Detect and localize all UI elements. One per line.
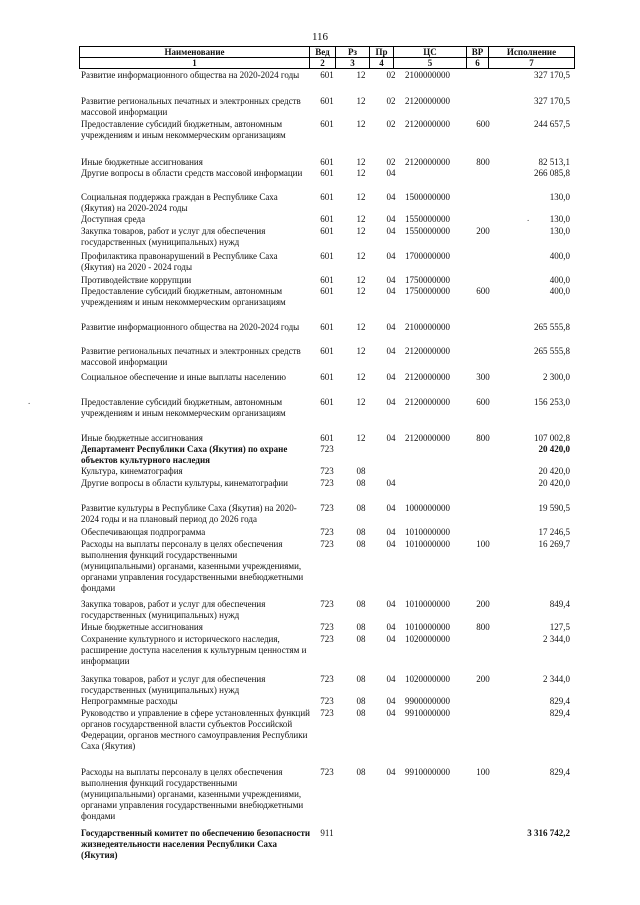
row-pr: 04 [386, 478, 396, 488]
row-pr: 04 [386, 214, 396, 224]
row-name: Иные бюджетные ассигнования [81, 157, 203, 167]
row-amount: 82 513,1 [538, 157, 570, 167]
row-amount: 266 085,8 [534, 168, 570, 178]
row-cs: 2120000000 [405, 157, 450, 167]
row-ved: 723 [320, 622, 334, 632]
row-amount: 130,0 [549, 214, 570, 224]
row-amount: 20 420,0 [538, 478, 570, 488]
row-amount: 265 555,8 [534, 322, 570, 332]
row-pr: 04 [386, 275, 396, 285]
row-amount: 849,4 [549, 599, 570, 609]
row-cs: 1000000000 [405, 503, 450, 513]
row-name: Государственный комитет по обеспечению безопасности жизнедеятельности населения Республики Саха (Якутия) [81, 828, 311, 860]
row-ved: 723 [320, 767, 334, 777]
row-ved: 601 [320, 119, 334, 129]
row-amount: 829,4 [549, 696, 570, 706]
row-name: Иные бюджетные ассигнования [81, 622, 203, 632]
row-ved: 723 [320, 696, 334, 706]
row-cs: 2120000000 [405, 119, 450, 129]
row-rz: 12 [356, 214, 366, 224]
row-rz: 12 [356, 226, 366, 236]
row-vr: 600 [476, 119, 490, 129]
row-ved: 723 [320, 674, 334, 684]
row-ved: 601 [320, 226, 334, 236]
row-cs: 1550000000 [405, 214, 450, 224]
row-ved: 601 [320, 96, 334, 106]
row-rz: 12 [356, 96, 366, 106]
row-amount: 16 269,7 [538, 539, 570, 549]
header-num-6: 6 [467, 58, 489, 69]
row-pr: 04 [386, 251, 396, 261]
row-name: Расходы на выплаты персоналу в целях обеспечения выполнения функций государственными (муниципальными) органами, казенными учреждениями, органами управления государственными внебюджетными фондами [81, 539, 304, 593]
row-ved: 723 [320, 708, 334, 718]
header-amount: Исполнение [489, 47, 575, 58]
row-cs: 9900000000 [405, 696, 450, 706]
row-amount: 400,0 [549, 286, 570, 296]
row-amount: 244 657,5 [534, 119, 570, 129]
row-name: Обеспечивающая подпрограмма [81, 527, 206, 537]
row-amount: 3 316 742,2 [527, 828, 570, 838]
row-cs: 2100000000 [405, 322, 450, 332]
row-rz: 12 [356, 322, 366, 332]
row-cs: 1010000000 [405, 527, 450, 537]
row-name: Предоставление субсидий бюджетным, автономным учреждениям и иным некоммерческим организациям [81, 286, 286, 307]
row-rz: 08 [356, 539, 366, 549]
row-amount: 2 344,0 [543, 674, 570, 684]
row-amount: 130,0 [549, 192, 570, 202]
row-cs: 9910000000 [405, 708, 450, 718]
row-cs: 1500000000 [405, 192, 450, 202]
row-name: Профилактика правонарушений в Республике Саха (Якутия) на 2020 - 2024 годы [81, 251, 278, 272]
row-name: Доступная среда [81, 214, 146, 224]
row-name: Расходы на выплаты персоналу в целях обеспечения выполнения функций государственными (муниципальными) органами, казенными учреждениями, органами управления государственными внебюджетными фондами [81, 767, 304, 821]
header-num-5: 5 [394, 58, 467, 69]
header-name: Наименование [80, 47, 310, 58]
row-rz: 08 [356, 634, 366, 644]
page-number: 116 [311, 31, 329, 43]
row-amount: 19 590,5 [538, 503, 570, 513]
row-name: Развитие региональных печатных и электронных средств массовой информации [81, 96, 301, 117]
header-rz: Рз [336, 47, 370, 58]
row-name: Другие вопросы в области средств массовой информации [81, 168, 303, 178]
row-vr: 800 [476, 157, 490, 167]
row-cs: 2120000000 [405, 96, 450, 106]
row-name: Предоставление субсидий бюджетным, автономным учреждениям и иным некоммерческим организациям [81, 119, 286, 140]
row-name: Противодействие коррупции [81, 275, 192, 285]
row-pr: 04 [386, 708, 396, 718]
scan-dot: . [28, 396, 31, 406]
row-amount: 829,4 [549, 767, 570, 777]
table-header [79, 46, 575, 69]
row-name: Социальное обеспечение и иные выплаты населению [81, 372, 286, 382]
row-name: Другие вопросы в области культуры, кинематографии [81, 478, 288, 488]
row-cs: 2120000000 [405, 346, 450, 356]
row-name: Руководство и управление в сфере установленных функций органов государственной власти субъектов Российской Федерации, органов местного самоуправления Республики Саха (Якутия) [81, 708, 310, 751]
row-pr: 04 [386, 226, 396, 236]
row-ved: 723 [320, 503, 334, 513]
row-ved: 723 [320, 466, 334, 476]
header-cs: ЦС [394, 47, 467, 58]
row-amount: 265 555,8 [534, 346, 570, 356]
row-cs: 9910000000 [405, 767, 450, 777]
row-rz: 12 [356, 192, 366, 202]
row-rz: 08 [356, 674, 366, 684]
row-vr: 200 [476, 674, 490, 684]
row-rz: 08 [356, 696, 366, 706]
row-pr: 04 [386, 433, 396, 443]
row-pr: 04 [386, 168, 396, 178]
row-amount: 327 170,5 [534, 70, 570, 80]
row-pr: 04 [386, 696, 396, 706]
scan-dot: . [527, 213, 530, 223]
row-amount: 17 246,5 [538, 527, 570, 537]
row-pr: 04 [386, 322, 396, 332]
row-pr: 02 [386, 96, 396, 106]
row-vr: 300 [476, 372, 490, 382]
row-pr: 04 [386, 503, 396, 513]
header-vr: ВР [467, 47, 489, 58]
row-name: Культура, кинематография [81, 466, 183, 476]
row-rz: 08 [356, 503, 366, 513]
header-num-2: 2 [310, 58, 336, 69]
row-name: Социальная поддержка граждан в Республике Саха (Якутия) на 2020-2024 годы [81, 192, 278, 213]
header-num-4: 4 [370, 58, 394, 69]
row-cs: 2120000000 [405, 433, 450, 443]
row-amount: 829,4 [549, 708, 570, 718]
row-ved: 601 [320, 346, 334, 356]
row-name: Развитие информационного общества на 2020-2024 годы [81, 70, 300, 80]
row-cs: 1750000000 [405, 286, 450, 296]
row-rz: 12 [356, 286, 366, 296]
row-pr: 04 [386, 539, 396, 549]
row-rz: 08 [356, 478, 366, 488]
row-pr: 04 [386, 192, 396, 202]
row-rz: 12 [356, 70, 366, 80]
row-amount: 400,0 [549, 275, 570, 285]
row-amount: 20 420,0 [538, 466, 570, 476]
row-vr: 100 [476, 767, 490, 777]
row-ved: 723 [320, 539, 334, 549]
row-cs: 1010000000 [405, 599, 450, 609]
row-pr: 04 [386, 634, 396, 644]
row-name: Предоставление субсидий бюджетным, автономным учреждениям и иным некоммерческим организациям [81, 397, 286, 418]
row-ved: 723 [320, 634, 334, 644]
row-name: Развитие культуры в Республике Саха (Якутия) на 2020-2024 годы и на плановый период до 2026 года [81, 503, 297, 524]
row-vr: 200 [476, 599, 490, 609]
row-pr: 04 [386, 346, 396, 356]
row-amount: 107 002,8 [534, 433, 570, 443]
row-cs: 2120000000 [405, 397, 450, 407]
header-num-3: 3 [336, 58, 370, 69]
row-ved: 723 [320, 599, 334, 609]
row-name: Департамент Республики Саха (Якутия) по охране объектов культурного наследия [81, 444, 288, 465]
row-pr: 04 [386, 397, 396, 407]
header-num-1: 1 [80, 58, 310, 69]
row-ved: 601 [320, 192, 334, 202]
row-vr: 100 [476, 539, 490, 549]
row-name: Закупка товаров, работ и услуг для обеспечения государственных (муниципальных) нужд [81, 674, 266, 695]
row-cs: 2100000000 [405, 70, 450, 80]
row-ved: 601 [320, 275, 334, 285]
row-name: Развитие региональных печатных и электронных средств массовой информации [81, 346, 301, 367]
row-cs: 1010000000 [405, 622, 450, 632]
row-amount: 327 170,5 [534, 96, 570, 106]
row-name: Закупка товаров, работ и услуг для обеспечения государственных (муниципальных) нужд [81, 599, 266, 620]
row-name: Сохранение культурного и исторического наследия, расширение доступа населения к культурным ценностям и информации [81, 634, 307, 666]
header-ved: Вед [310, 47, 336, 58]
row-rz: 12 [356, 251, 366, 261]
row-ved: 601 [320, 397, 334, 407]
row-name: Развитие информационного общества на 2020-2024 годы [81, 322, 300, 332]
row-name: Закупка товаров, работ и услуг для обеспечения государственных (муниципальных) нужд [81, 226, 266, 247]
header-pr: Пр [370, 47, 394, 58]
row-cs: 2120000000 [405, 372, 450, 382]
row-ved: 601 [320, 168, 334, 178]
row-rz: 08 [356, 466, 366, 476]
row-vr: 800 [476, 433, 490, 443]
row-rz: 08 [356, 599, 366, 609]
row-cs: 1750000000 [405, 275, 450, 285]
row-rz: 12 [356, 397, 366, 407]
row-pr: 02 [386, 157, 396, 167]
row-cs: 1550000000 [405, 226, 450, 236]
row-rz: 08 [356, 527, 366, 537]
row-rz: 12 [356, 119, 366, 129]
row-ved: 601 [320, 157, 334, 167]
row-pr: 02 [386, 70, 396, 80]
row-pr: 02 [386, 119, 396, 129]
row-pr: 04 [386, 599, 396, 609]
row-vr: 800 [476, 622, 490, 632]
row-pr: 04 [386, 372, 396, 382]
row-amount: 2 344,0 [543, 634, 570, 644]
row-vr: 600 [476, 397, 490, 407]
row-pr: 04 [386, 286, 396, 296]
row-ved: 601 [320, 251, 334, 261]
row-rz: 08 [356, 622, 366, 632]
row-ved: 601 [320, 70, 334, 80]
row-amount: 20 420,0 [538, 444, 570, 454]
row-amount: 130,0 [549, 226, 570, 236]
row-amount: 400,0 [549, 251, 570, 261]
row-ved: 601 [320, 214, 334, 224]
row-pr: 04 [386, 674, 396, 684]
row-ved: 601 [320, 322, 334, 332]
row-rz: 12 [356, 168, 366, 178]
row-ved: 601 [320, 372, 334, 382]
row-rz: 12 [356, 275, 366, 285]
row-cs: 1020000000 [405, 674, 450, 684]
row-amount: 127,5 [549, 622, 570, 632]
row-ved: 911 [320, 828, 334, 838]
row-pr: 04 [386, 767, 396, 777]
row-name: Иные бюджетные ассигнования [81, 433, 203, 443]
row-cs: 1020000000 [405, 634, 450, 644]
row-pr: 04 [386, 527, 396, 537]
row-cs: 1700000000 [405, 251, 450, 261]
row-pr: 04 [386, 622, 396, 632]
row-vr: 600 [476, 286, 490, 296]
row-rz: 12 [356, 433, 366, 443]
row-ved: 723 [320, 478, 334, 488]
row-rz: 12 [356, 157, 366, 167]
row-rz: 12 [356, 372, 366, 382]
row-name: Непрограммные расходы [81, 696, 178, 706]
row-vr: 200 [476, 226, 490, 236]
row-rz: 08 [356, 767, 366, 777]
row-amount: 2 300,0 [543, 372, 570, 382]
row-ved: 601 [320, 433, 334, 443]
row-ved: 601 [320, 286, 334, 296]
row-amount: 156 253,0 [534, 397, 570, 407]
row-rz: 08 [356, 708, 366, 718]
row-rz: 12 [356, 346, 366, 356]
row-ved: 723 [320, 527, 334, 537]
row-ved: 723 [320, 444, 334, 454]
row-cs: 1010000000 [405, 539, 450, 549]
header-num-7: 7 [489, 58, 575, 69]
